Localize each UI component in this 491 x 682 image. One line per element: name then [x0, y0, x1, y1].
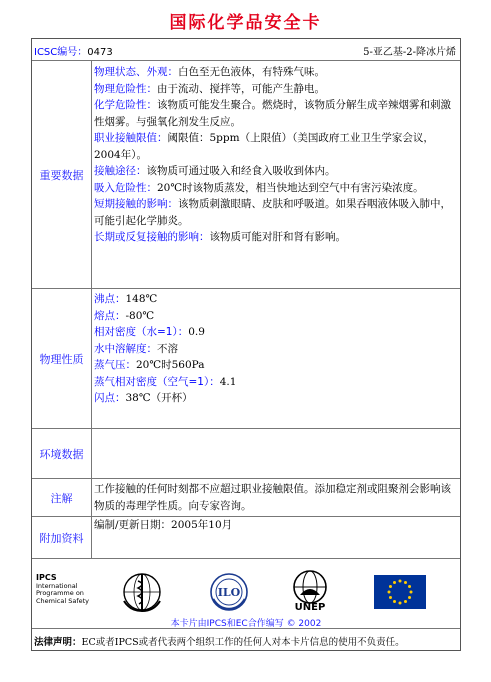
- ilo-emblem-icon: [207, 571, 251, 613]
- property-key: 闪点：: [94, 392, 126, 404]
- property-key: 蒸气压：: [94, 359, 136, 371]
- eu-star-icon: [389, 585, 392, 588]
- legal-notice: [32, 628, 460, 650]
- environment-section: [32, 429, 460, 479]
- property-key: 熔点：: [94, 309, 126, 322]
- property-value: -80℃: [125, 309, 155, 322]
- property-line: [94, 308, 458, 325]
- eu-flag-icon: [374, 575, 426, 609]
- property-line: [94, 324, 458, 341]
- additional-label: 附加资料: [32, 517, 92, 558]
- property-line: [94, 390, 458, 407]
- property-line: [94, 196, 458, 229]
- physical-properties-section: [32, 289, 460, 429]
- eu-star-icon: [410, 591, 413, 594]
- ipcs-logo: IPCS International Programme on Chemical Safety: [36, 573, 90, 605]
- eu-star-icon: [393, 600, 396, 603]
- property-value: 20℃时560Pa: [136, 359, 205, 371]
- property-key: 水中溶解度：: [94, 342, 157, 355]
- physical-properties-content: [92, 289, 460, 428]
- credit-line: 本卡片由IPCS和EC合作编写 © 2002: [170, 619, 322, 629]
- property-line: [94, 97, 458, 130]
- chemical-name: 5-亚乙基-2-降冰片烯: [363, 47, 456, 58]
- property-value: 不溶: [157, 342, 178, 355]
- legal-label: 法律声明：: [34, 637, 82, 648]
- card-frame: [31, 38, 461, 651]
- svg-text:ILO: ILO: [217, 586, 241, 599]
- property-line: [94, 374, 458, 391]
- property-line: [94, 229, 458, 246]
- property-line: [94, 180, 458, 197]
- additional-content: 编制/更新日期：2005年10月: [94, 519, 233, 531]
- property-key: 物理危险性：: [94, 82, 157, 95]
- environment-label: 环境数据: [32, 429, 92, 478]
- eu-star-icon: [393, 581, 396, 584]
- eu-star-icon: [404, 600, 407, 603]
- property-line: [94, 291, 458, 308]
- important-data-label: 重要数据: [32, 61, 92, 288]
- eu-star-icon: [389, 596, 392, 599]
- additional-section: [32, 517, 460, 559]
- property-key: 长期或反复接触的影响：: [94, 231, 210, 243]
- logos-area: [32, 569, 460, 629]
- property-key: 物理状态、外观：: [94, 66, 178, 78]
- who-emblem-icon: [120, 571, 164, 613]
- environment-content: [92, 429, 460, 478]
- notes-section: [32, 479, 460, 517]
- property-line: [94, 357, 458, 374]
- legal-text: EC或者IPCS或者代表两个组织工作的任何人对本卡片信息的使用不负责任。: [81, 637, 405, 648]
- property-value: 该物质刺激眼睛、皮肤和呼吸道。如果吞咽液体吸入肺中，可能引起化学肺炎。: [94, 198, 451, 227]
- property-key: 化学危险性：: [94, 99, 157, 111]
- property-value: 由于流动、搅拌等，可能产生静电。: [157, 82, 325, 95]
- notes-label: 注解: [32, 479, 92, 516]
- eu-star-icon: [399, 602, 402, 605]
- property-value: 4.1: [219, 375, 237, 388]
- property-value: 白色至无色液体，有特殊气味。: [178, 66, 325, 78]
- property-value: 20℃时该物质蒸发，相当快地达到空气中有害污染浓度。: [157, 181, 424, 194]
- eu-star-icon: [388, 591, 391, 594]
- notes-content: 工作接触的任何时刻都不应超过职业接触限值。添加稳定剂或阻聚剂会影响该物质的毒理学性质。向专家咨询。: [94, 483, 451, 512]
- important-data-section: [32, 61, 460, 289]
- property-line: [94, 64, 458, 81]
- property-line: [94, 130, 458, 163]
- property-key: 吸入危险性：: [94, 181, 157, 194]
- property-value: 该物质可能对肝和肾有影响。: [209, 231, 346, 243]
- important-data-content: [92, 61, 460, 288]
- ipcs-title: IPCS: [36, 573, 57, 582]
- unep-emblem-icon: [290, 569, 330, 605]
- property-key: 短期接触的影响：: [94, 198, 178, 210]
- property-value: 该物质可通过吸入和经食入吸收到体内。: [146, 165, 336, 177]
- property-value: 0.9: [188, 326, 205, 338]
- eu-star-icon: [399, 580, 402, 583]
- icsc-number: 0473: [87, 47, 113, 58]
- property-key: 沸点：: [94, 293, 126, 305]
- header-row: [32, 39, 460, 61]
- property-line: [94, 81, 458, 98]
- property-key: 相对密度（水=1）：: [94, 326, 189, 338]
- property-line: [94, 163, 458, 180]
- property-value: 阈限值：5ppm（上限值）（美国政府工业卫生学家会议，2004年）。: [94, 132, 434, 161]
- icsc-label: ICSC编号：: [34, 47, 88, 58]
- property-value: 38℃（开杯）: [125, 392, 193, 404]
- property-value: 148℃: [125, 293, 158, 305]
- property-line: [94, 341, 458, 358]
- eu-star-icon: [408, 596, 411, 599]
- physical-properties-label: 物理性质: [32, 289, 92, 428]
- eu-star-icon: [408, 585, 411, 588]
- property-key: 接触途径：: [94, 165, 147, 177]
- property-value: 该物质可能发生聚合。燃烧时，该物质分解生成辛辣烟雾和刺激性烟雾。与强氧化剂发生反应。: [94, 99, 451, 128]
- card-title: 国际化学品安全卡: [169, 13, 322, 33]
- eu-star-icon: [404, 581, 407, 584]
- unep-label: UNEP: [294, 602, 326, 613]
- property-key: 蒸气相对密度（空气=1）：: [94, 375, 220, 388]
- property-key: 职业接触限值：: [94, 132, 168, 144]
